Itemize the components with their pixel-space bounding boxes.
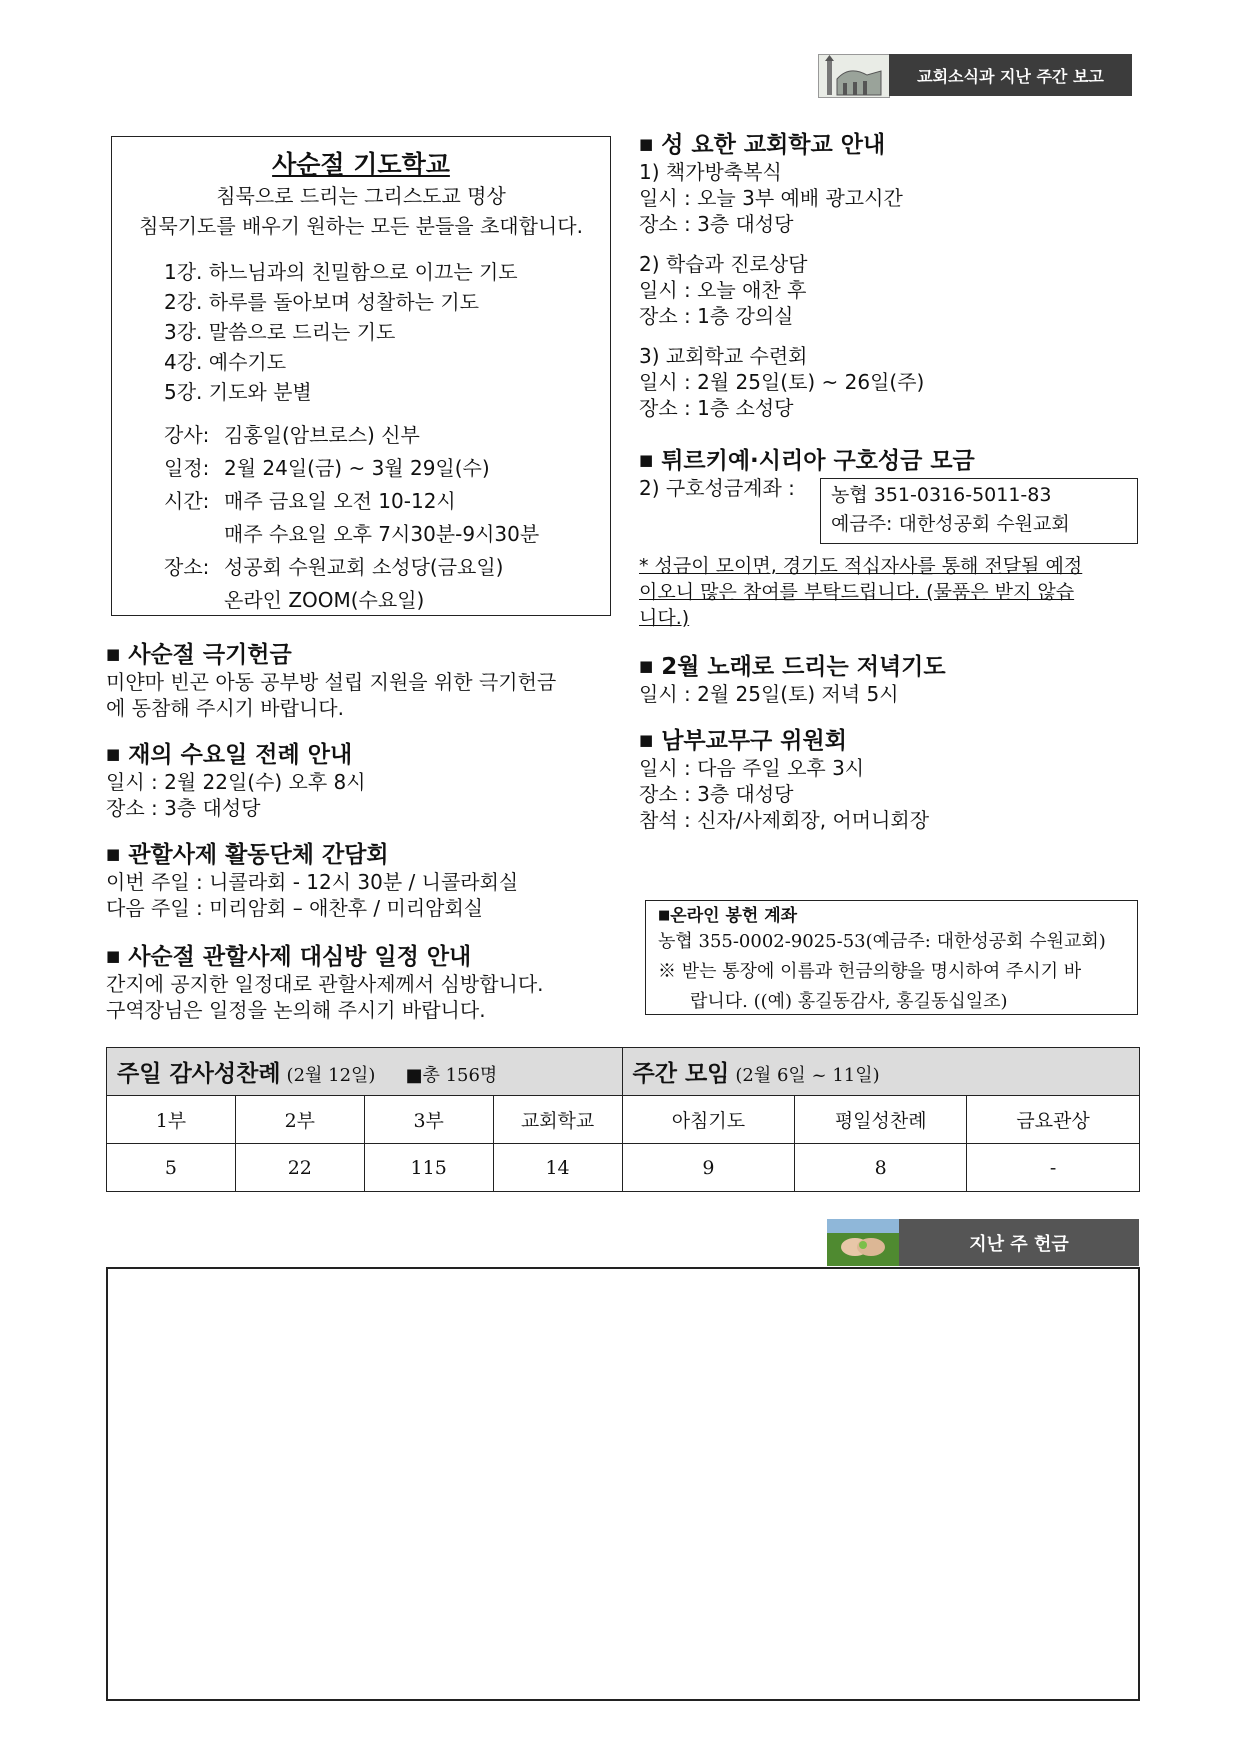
section-line: 일시 : 2월 22일(수) 오후 8시 [106, 770, 366, 794]
relief-account-holder: 예금주: 대한성공회 수원교회 [831, 513, 1070, 535]
section-line: 장소 : 3층 대성당 [106, 796, 261, 820]
section-title: 성 요한 교회학교 안내 [661, 132, 886, 158]
teacher-key: 강사: [164, 423, 210, 447]
lent-offering-section [106, 640, 616, 721]
place-key: 장소: [164, 555, 210, 579]
offering-header-title: 지난 주 헌금 [899, 1219, 1139, 1266]
online-offering-title: 온라인 봉헌 계좌 [670, 906, 798, 926]
section-line: 간지에 공지한 일정대로 관할사제께서 심방합니다. [106, 972, 544, 996]
section-line: 3) 교회학교 수련회 [639, 344, 808, 368]
table-title-row [107, 1048, 1140, 1096]
column-header: 금요관상 [967, 1096, 1140, 1144]
time-key: 시간: [164, 489, 210, 513]
church-school-section [639, 130, 1139, 421]
section-title: 남부교무구 위원회 [661, 728, 847, 754]
deanery-committee-section [639, 726, 1139, 833]
relief-account-number: 농협 351-0316-5011-83 [831, 484, 1052, 506]
section-line: 미얀마 빈곤 아동 공부방 설립 지원을 위한 극기헌금 [106, 670, 557, 694]
section-line: 장소 : 1층 소성당 [639, 396, 794, 420]
bullet-icon: ■ [658, 908, 671, 923]
table-header-row [107, 1096, 1140, 1144]
section-line: 일시 : 2월 25일(토) 저녁 5시 [639, 682, 899, 706]
section-line: 1) 책가방축복식 [639, 160, 782, 184]
lecture-item: 1강. 하느님과의 친밀함으로 이끄는 기도 [164, 260, 518, 284]
section-line: 2) 학습과 진로상담 [639, 252, 808, 276]
section-line: 일시 : 오늘 3부 예배 광고시간 [639, 186, 903, 210]
bullet-icon: ■ [639, 657, 654, 675]
schedule-key: 일정: [164, 456, 210, 480]
column-header: 아침기도 [622, 1096, 795, 1144]
table-cell: 14 [493, 1144, 622, 1192]
table-cell: 5 [107, 1144, 236, 1192]
prayer-school-box [111, 136, 611, 616]
section-line: 다음 주일 : 미리암회 – 애찬후 / 미리암회실 [106, 896, 484, 920]
attendance-table [106, 1047, 1140, 1192]
prayer-school-title: 사순절 기도학교 [272, 150, 450, 179]
section-title: 튀르키예·시리아 구호성금 모금 [661, 448, 975, 474]
relief-account-box [820, 478, 1138, 544]
offering-content-area [106, 1267, 1140, 1701]
section-title: 관할사제 활동단체 간담회 [128, 842, 389, 868]
section-line: 일시 : 오늘 애찬 후 [639, 278, 807, 302]
time-value-2: 매주 수요일 오후 7시30분-9시30분 [224, 522, 540, 546]
pastoral-visit-section [106, 942, 626, 1023]
table-cell: - [967, 1144, 1140, 1192]
notice-line: 이오니 많은 참여를 부탁드립니다. (물품은 받지 않습 [639, 581, 1075, 603]
sunday-title: 주일 감사성찬례 [117, 1061, 281, 1087]
weekly-title: 주간 모임 [632, 1061, 730, 1087]
section-title: 사순절 관할사제 대심방 일정 안내 [128, 944, 472, 970]
section-title: 재의 수요일 전례 안내 [128, 742, 353, 768]
lecture-item: 2강. 하루를 돌아보며 성찰하는 기도 [164, 290, 479, 314]
column-header: 1부 [107, 1096, 236, 1144]
evening-prayer-section [639, 652, 1139, 707]
column-header: 평일성찬례 [795, 1096, 967, 1144]
bullet-icon: ■ [106, 947, 121, 965]
relief-notice [639, 553, 1139, 631]
teacher-value: 김홍일(암브로스) 신부 [224, 423, 420, 447]
relief-account-label: 2) 구호성금계좌 : [639, 476, 795, 500]
section-line: 장소 : 3층 대성당 [639, 212, 794, 236]
lecture-item: 5강. 기도와 분별 [164, 380, 312, 404]
section-line: 이번 주일 : 니콜라회 - 12시 30분 / 니콜라회실 [106, 870, 519, 894]
ash-wednesday-section [106, 740, 616, 821]
table-cell: 9 [622, 1144, 795, 1192]
church-illustration-icon [818, 54, 890, 98]
place-value-1: 성공회 수원교회 소성당(금요일) [224, 555, 504, 579]
bullet-icon: ■ [639, 135, 654, 153]
bullet-icon: ■ [106, 845, 121, 863]
section-line: 에 동참해 주시기 바랍니다. [106, 696, 344, 720]
bullet-icon: ■ [106, 645, 121, 663]
online-offering-box [645, 900, 1138, 1015]
section-title: 사순절 극기헌금 [128, 642, 292, 668]
section-line: 참석 : 신자/사제회장, 어머니회장 [639, 808, 930, 832]
prayer-school-info [164, 419, 610, 617]
section-title: 2월 노래로 드리는 저녁기도 [661, 654, 946, 680]
lecture-item: 4강. 예수기도 [164, 350, 287, 374]
online-note-1: ※ 받는 통장에 이름과 헌금의향을 명시하여 주시기 바 [658, 961, 1082, 982]
section-line: 장소 : 1층 강의실 [639, 304, 794, 328]
hands-offering-icon [827, 1219, 899, 1266]
table-cell: 8 [795, 1144, 967, 1192]
lecture-item: 3강. 말씀으로 드리는 기도 [164, 320, 396, 344]
page-header-title: 교회소식과 지난 주간 보고 [889, 54, 1132, 96]
section-line: 장소 : 3층 대성당 [639, 782, 794, 806]
lecture-list [164, 257, 610, 407]
weekly-header-cell [622, 1048, 1140, 1096]
notice-line: 니다.) [639, 607, 690, 629]
notice-line: * 성금이 모이면, 경기도 적십자사를 통해 전달될 예정 [639, 555, 1083, 577]
prayer-school-subtitle: 침묵으로 드리는 그리스도교 명상 [216, 184, 506, 208]
time-value-1: 매주 금요일 오전 10-12시 [224, 489, 456, 513]
column-header: 교회학교 [493, 1096, 622, 1144]
bullet-icon: ■ [639, 731, 654, 749]
sunday-header-cell [107, 1048, 623, 1096]
section-line: 일시 : 2월 25일(토) ~ 26일(주) [639, 370, 925, 394]
section-line: 일시 : 다음 주일 오후 3시 [639, 756, 865, 780]
table-cell: 115 [364, 1144, 493, 1192]
bullet-icon: ■ [639, 451, 654, 469]
table-cell: 22 [235, 1144, 364, 1192]
table-row [107, 1144, 1140, 1192]
column-header: 3부 [364, 1096, 493, 1144]
sunday-date: (2월 12일) [286, 1065, 376, 1086]
groups-meeting-section [106, 840, 626, 921]
schedule-value: 2월 24일(금) ~ 3월 29일(수) [224, 456, 490, 480]
online-note-2: 랍니다. ((예) 홍길동감사, 홍길동십일조) [690, 991, 1008, 1012]
online-account: 농협 355-0002-9025-53(예금주: 대한성공회 수원교회) [658, 931, 1106, 952]
bullet-icon: ■ [106, 745, 121, 763]
section-line: 구역장님은 일정을 논의해 주시기 바랍니다. [106, 998, 486, 1022]
total-attendance: ■총 156명 [405, 1065, 498, 1086]
place-value-2: 온라인 ZOOM(수요일) [224, 588, 425, 612]
weekly-date: (2월 6일 ~ 11일) [735, 1065, 880, 1086]
prayer-school-invite: 침묵기도를 배우기 원하는 모든 분들을 초대합니다. [139, 214, 583, 238]
column-header: 2부 [235, 1096, 364, 1144]
